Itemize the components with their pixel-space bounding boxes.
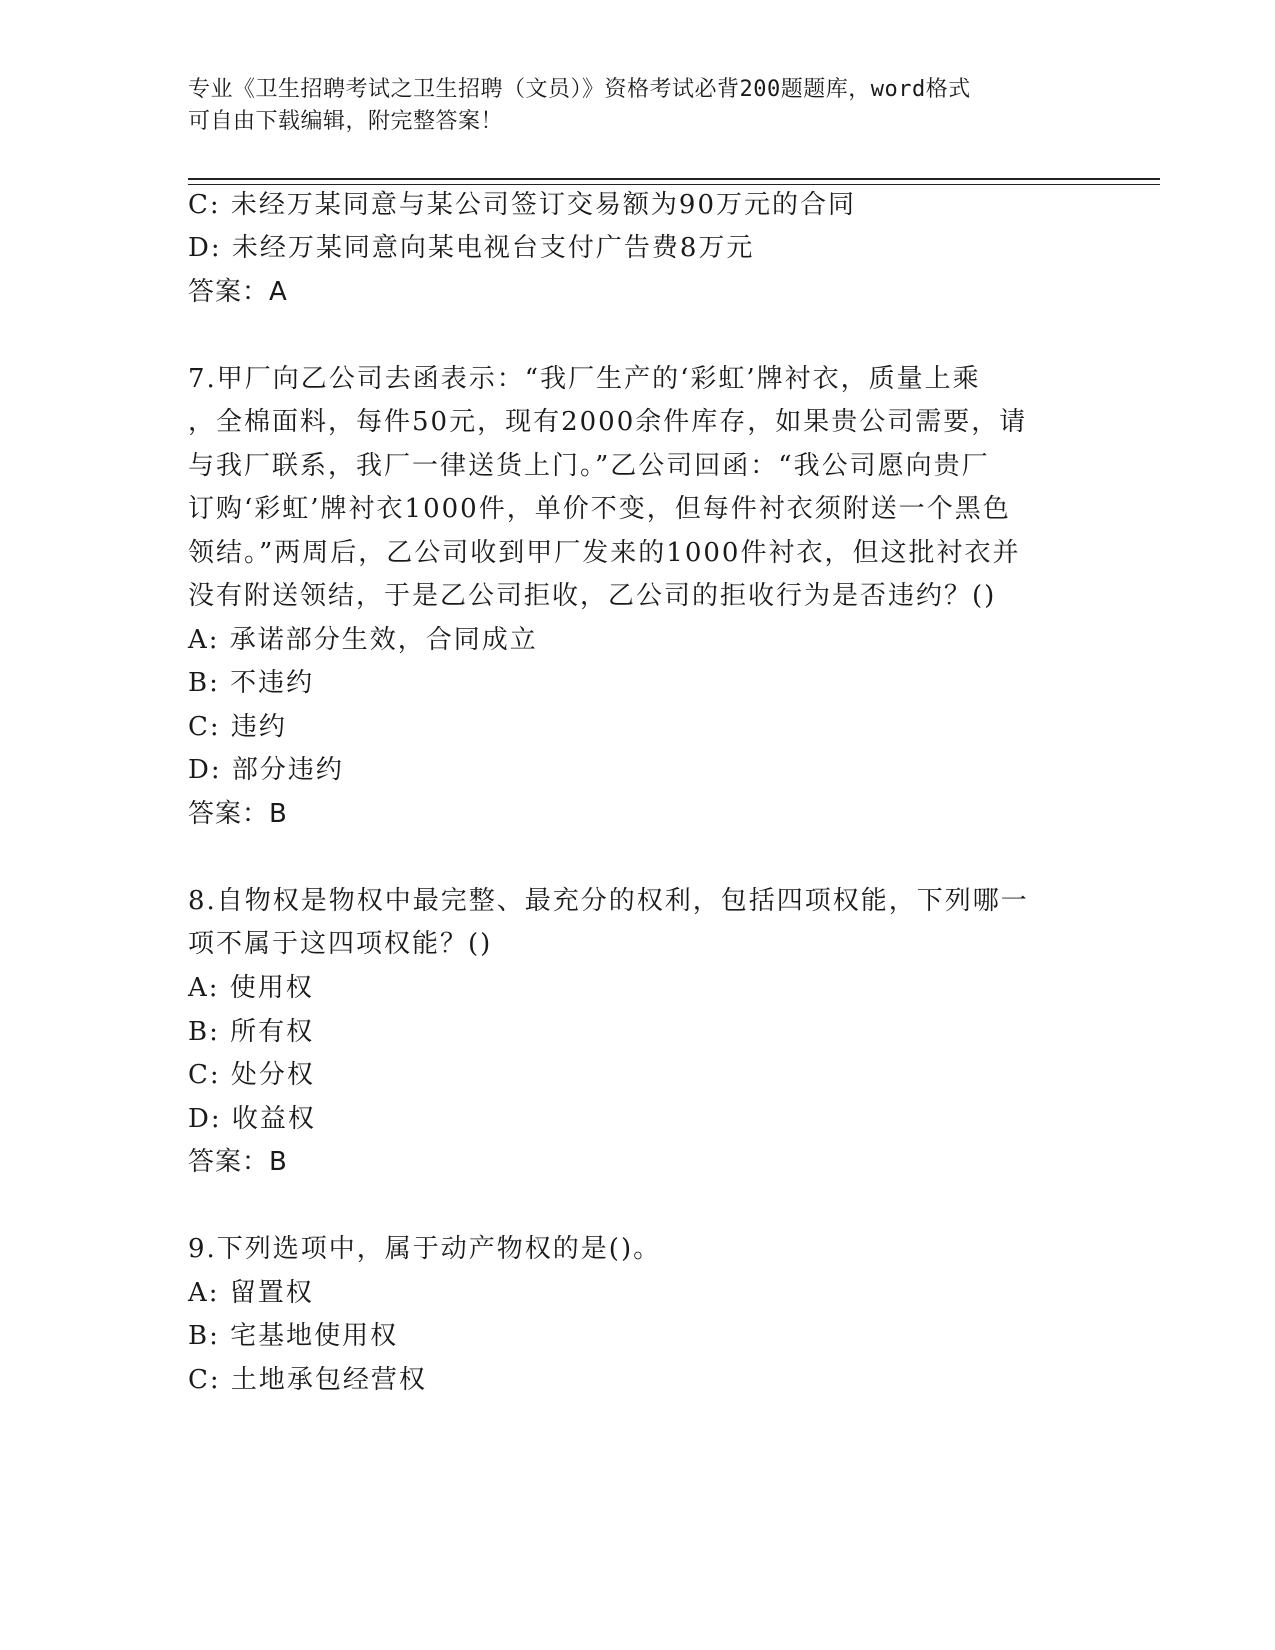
q8-stem-line-2: 项不属于这四项权能？() — [188, 929, 493, 959]
document-header — [188, 74, 1088, 138]
q7-stem-line-5: 领结。”两周后，乙公司收到甲厂发来的1000件衬衣，但这批衬衣并 — [188, 538, 1021, 568]
q7-stem-line-6: 没有附送领结，于是乙公司拒收，乙公司的拒收行为是否违约？() — [188, 581, 997, 611]
q7-option-d: D: 部分违约 — [188, 755, 344, 785]
q7-option-b: B: 不违约 — [188, 668, 315, 698]
q7-stem-line-1: 7.甲厂向乙公司去函表示：“我厂生产的‘彩虹’牌衬衣，质量上乘 — [188, 364, 981, 394]
q8-answer: 答案：B — [188, 1147, 288, 1177]
q9-option-b: B: 宅基地使用权 — [188, 1321, 399, 1351]
header-rule-thick — [188, 178, 1160, 180]
q8-option-d: D: 收益权 — [188, 1104, 316, 1134]
q8-option-b: B: 所有权 — [188, 1017, 315, 1047]
q9-option-a: A: 留置权 — [188, 1278, 314, 1308]
q9-stem-line-1: 9.下列选项中，属于动产物权的是()。 — [188, 1234, 662, 1264]
q9-option-c: C: 土地承包经营权 — [188, 1365, 427, 1395]
q8-option-a: A: 使用权 — [188, 973, 314, 1003]
q7-option-a: A: 承诺部分生效，合同成立 — [188, 625, 538, 655]
q7-stem-line-3: 与我厂联系，我厂一律送货上门。”乙公司回函：“我公司愿向贵厂 — [188, 451, 990, 481]
prev-option-c: C: 未经万某同意与某公司签订交易额为90万元的合同 — [188, 190, 857, 220]
q8-stem-line-1: 8.自物权是物权中最完整、最充分的权利，包括四项权能，下列哪一 — [188, 886, 1029, 916]
prev-option-d: D: 未经万某同意向某电视台支付广告费8万元 — [188, 233, 755, 263]
q7-option-c: C: 违约 — [188, 712, 287, 742]
header-line-2: 可自由下载编辑，附完整答案！ — [188, 109, 504, 134]
q7-stem-line-4: 订购‘彩虹’牌衬衣1000件，单价不变，但每件衬衣须附送一个黑色 — [188, 494, 1011, 524]
prev-answer: 答案：A — [188, 277, 288, 307]
q7-answer: 答案：B — [188, 799, 288, 829]
header-line-1: 专业《卫生招聘考试之卫生招聘（文员）》资格考试必背200题题库，word格式 — [188, 77, 971, 102]
header-rule-thin — [188, 184, 1160, 185]
q7-stem-line-2: ，全棉面料，每件50元，现有2000余件库存，如果贵公司需要，请 — [188, 407, 1028, 437]
q8-option-c: C: 处分权 — [188, 1060, 315, 1090]
